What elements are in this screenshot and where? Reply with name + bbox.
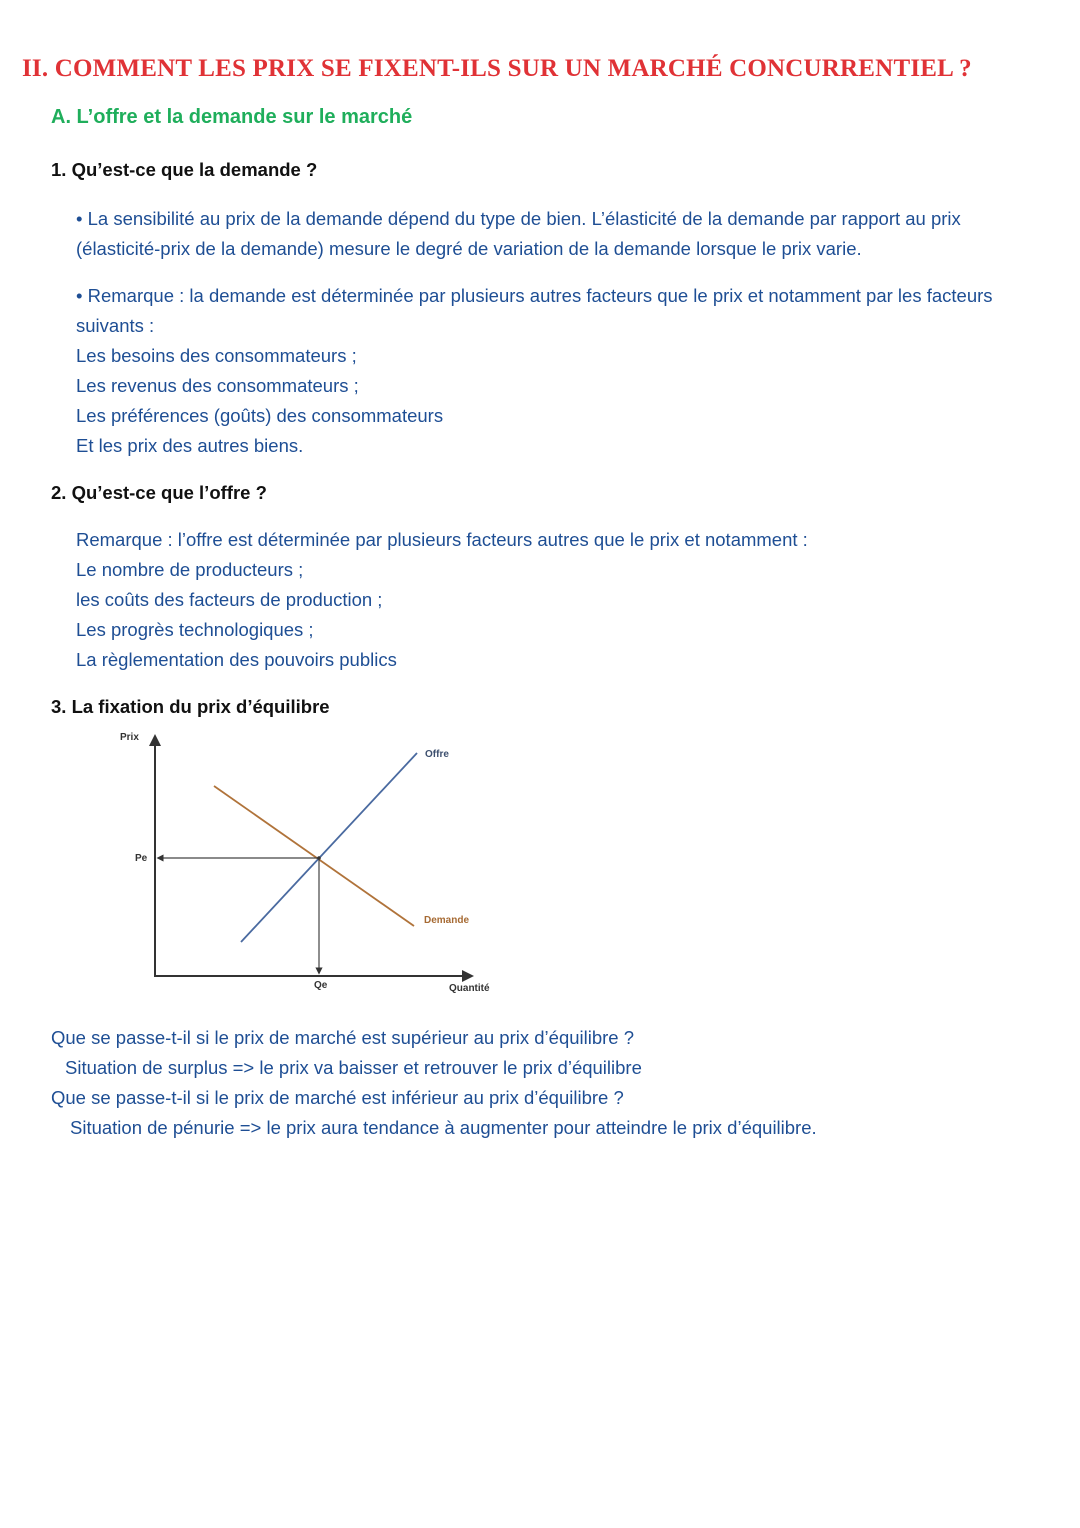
demand-factor-item: Les revenus des consommateurs ; — [76, 375, 359, 396]
demand-factor-item: Et les prix des autres biens. — [76, 435, 304, 456]
answer-surplus: Situation de surplus => le prix va baisser et retrouver le prix d’équilibre — [65, 1057, 642, 1078]
part1-heading: 1. Qu’est-ce que la demande ? — [51, 159, 318, 180]
pe-label: Pe — [135, 853, 148, 864]
part2-remark: Remarque : l’offre est déterminée par plusieurs facteurs autres que le prix et notamment : — [76, 529, 808, 550]
page-title: II. COMMENT LES PRIX SE FIXENT-ILS SUR UN MARCHÉ CONCURRENTIEL ? — [22, 55, 972, 82]
question-below-equilibrium: Que se passe-t-il si le prix de marché est inférieur au prix d’équilibre ? — [51, 1087, 624, 1108]
demand-factor-item: Les besoins des consommateurs ; — [76, 345, 357, 366]
supply-factor-item: Les progrès technologiques ; — [76, 619, 314, 640]
supply-factor-item: les coûts des facteurs de production ; — [76, 589, 383, 610]
equilibrium-point — [317, 856, 321, 860]
part1-bullet2-line1: • Remarque : la demande est déterminée par plusieurs autres facteurs que le prix et notamment par les facteurs — [76, 285, 993, 306]
part3-heading: 3. La fixation du prix d’équilibre — [51, 696, 330, 717]
question-above-equilibrium: Que se passe-t-il si le prix de marché est supérieur au prix d’équilibre ? — [51, 1027, 635, 1048]
supply-curve — [241, 753, 417, 942]
part1-bullet2-line2: suivants : — [76, 315, 155, 336]
part1-bullet1-line1: • La sensibilité au prix de la demande dépend du type de bien. L’élasticité de la demande par rapport au prix — [76, 208, 961, 229]
x-axis-label: Quantité — [449, 983, 490, 994]
supply-factor-item: Le nombre de producteurs ; — [76, 559, 304, 580]
demand-curve — [214, 786, 414, 926]
qe-label: Qe — [314, 980, 328, 991]
answer-shortage: Situation de pénurie => le prix aura tendance à augmenter pour atteindre le prix d’équilibre. — [70, 1117, 817, 1138]
part1-bullet1-line2: (élasticité-prix de la demande) mesure le degré de variation de la demande lorsque le prix varie. — [76, 238, 862, 259]
part2-heading: 2. Qu’est-ce que l’offre ? — [51, 482, 267, 503]
y-axis-label: Prix — [120, 732, 139, 743]
demand-label: Demande — [424, 915, 470, 926]
demand-factor-item: Les préférences (goûts) des consommateurs — [76, 405, 444, 426]
section-a-heading: A. L’offre et la demande sur le marché — [51, 106, 413, 128]
supply-label: Offre — [425, 749, 449, 760]
supply-demand-chart — [100, 728, 520, 1008]
supply-factor-item: La règlementation des pouvoirs publics — [76, 649, 397, 670]
